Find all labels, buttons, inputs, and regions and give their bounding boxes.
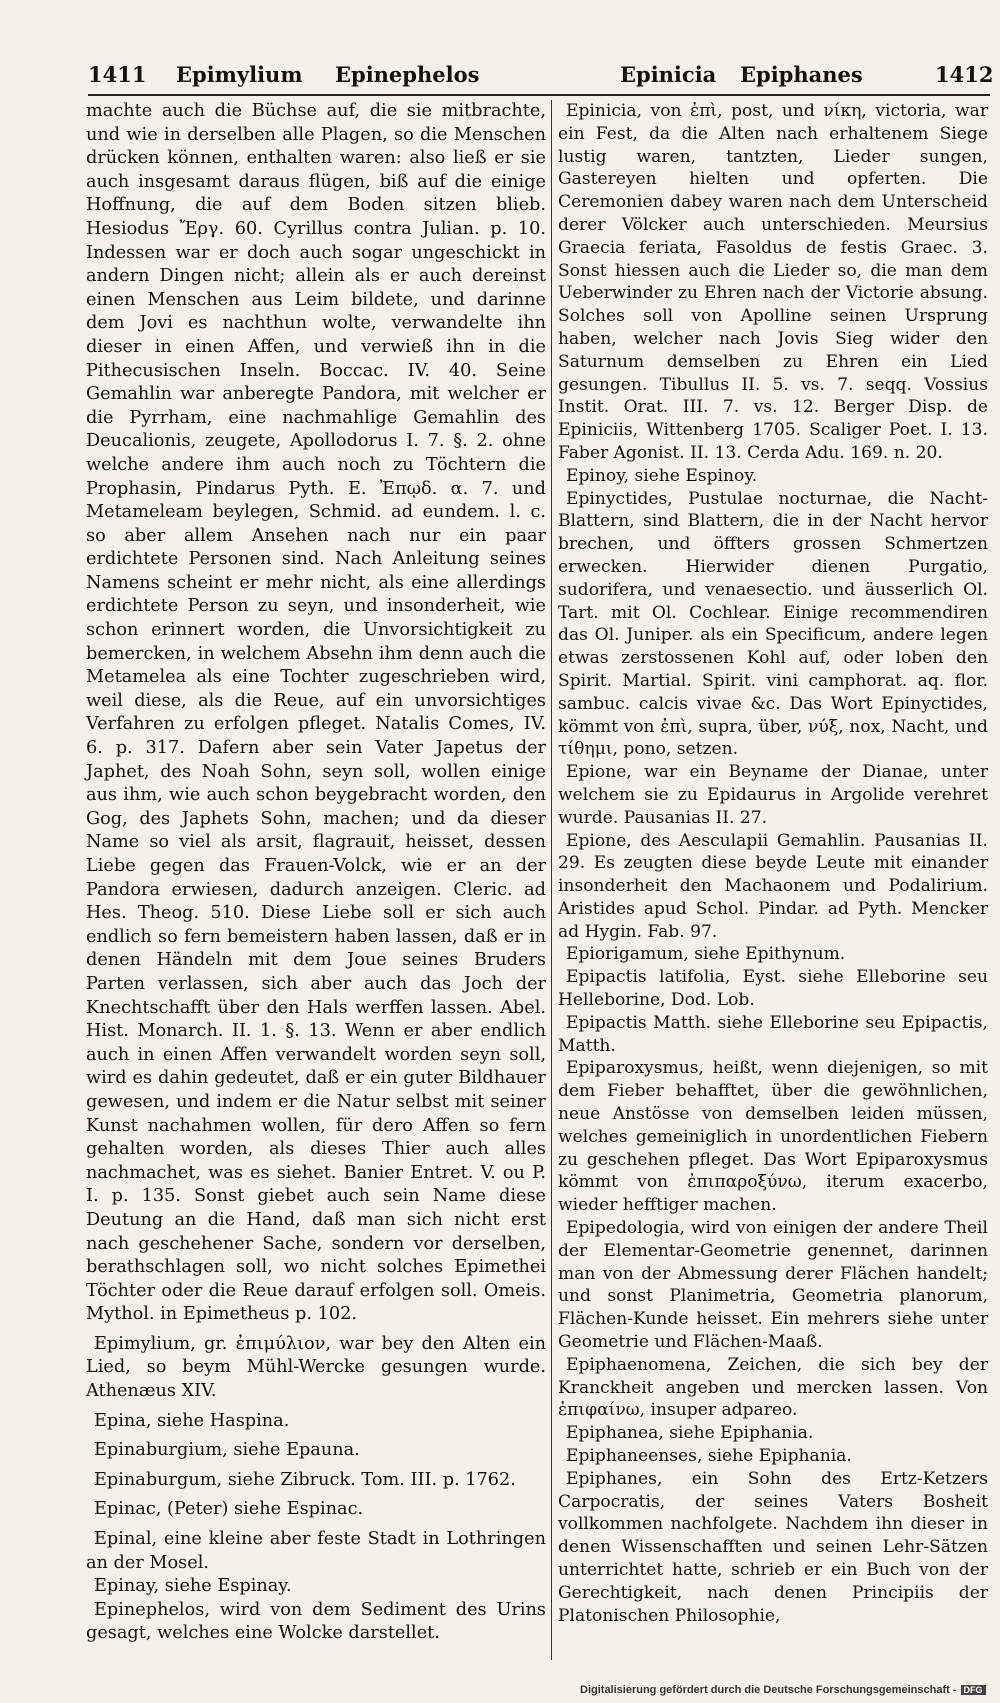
entry-epiphanea: Epiphanea, siehe Epiphania. [566, 1423, 814, 1444]
right-column [558, 100, 988, 1627]
header-rule [88, 94, 990, 96]
entry-epina: Epina, siehe Haspina. [94, 1410, 290, 1431]
entry-epinephelos: Epinephelos, wird von dem Sediment des Urins gesagt, welches eine Wolcke darstellet. [86, 1599, 546, 1644]
entry-epimetheus-continued: machte auch die Büchse auf, die sie mitbrachte, und wie in derselben alle Plagen, so die Menschen drücken können, enthalten waren: also ließ er sie auch insgesamt daraus flügen, biß auf die einige Hoffnung, die auf dem Boden sitzen blieb. Hesiodus Ἔργ. 60. Cyrillus contra Julian. p. 10. Indessen war er doch auch sogar ungeschickt in andern Dingen nicht; allein als er auch dereinst einen Menschen aus Leim bildete, und darinne dem Jovi es nachthun wolte, verwandelte ihn dieser in einen Affen, und verwieß ihn in die Pithecusischen Inseln. Boccac. IV. 40. Seine Gemahlin war anberegte Pandora, mit welcher er die Pyrrham, eine nachmahlige Gemahlin des Deucalionis, zeugete, Apollodorus I. 7. §. 2. ohne welche andere ihm auch noch zu Töchtern die Prophasin, Pindarus Pyth. E. Ἐπῳδ. α. 7. und Metameleam beylegen, Schmid. ad eundem. l. c. so aber allem Ansehen nach nur ein paar erdichtete Personen sind. Nach Anleitung seines Namens scheint er mehr nicht, als eine allerdings erdichtete Person zu seyn, und insonderheit, wie schon erinnert worden, die Unvorsichtigkeit zu bemercken, in welchem Absehn ihm denn auch die Metamelea als eine Tochter zugeschrieben wird, weil diese, als die Reue, auf ein unvorsichtiges Verfahren zu erfolgen pfleget. Natalis Comes, IV. 6. p. 317. Dafern aber sein Vater Japetus der Japhet, des Noah Sohn, seyn soll, wollen einige aus ihm, wie auch schon beygebracht worden, den Gog, des Japhets Sohn, machen; und da dieser Name so viel als arsit, flagrauit, heisset, dessen Liebe gegen das Frauen-Volck, wie er an der Pandora erwiesen, dadurch anzeigen. Cleric. ad Hes. Theog. 510. Diese Liebe soll er sich auch endlich so fern bemeistern haben lassen, daß er in denen Händeln mit dem Joue seines Bruders Parten verlassen, sich aber auch das Joch der Knechtschafft über den Hals werffen lassen. Abel. Hist. Monarch. II. 1. §. 13. Wenn er aber endlich auch in einen Affen verwandelt worden seyn soll, wird es dahin gedeutet, daß er ein guter Bildhauer gewesen, und indem er die Natur selbst mit seiner Kunst nachahmen wollen, für dero Affen so fern gehalten worden, als dieses Thier auch alles nachmachet, was es siehet. Banier Entret. V. ou P. I. p. 135. Sonst giebet auch sein Name diese Deutung an die Hand, daß man sich nicht erst nach geschehener Sache, sondern vor derselben, berathschlagen soll, wo nicht solches Epimethei Töchter oder die Reue darauf erfolgen soll. Omeis. Mythol. in Epimetheus p. 102. [86, 101, 546, 1325]
entry-epipactis-latifolia: Epipactis latifolia, Eyst. siehe Elleborine seu Helleborine, Dod. Lob. [558, 967, 988, 1011]
footer-text: Digitalisierung gefördert durch die Deutsche Forschungsgemeinschaft - [580, 1684, 957, 1696]
entry-epiphaenomena: Epiphaenomena, Zeichen, die sich bey der Kranckheit angeben und mercken lassen. Von ἐπιφαίνω, insuper adpareo. [558, 1354, 988, 1421]
entry-epinay: Epinay, siehe Espinay. [94, 1576, 292, 1597]
entry-epinicia: Epinicia, von ἐπὶ, post, und νίκη, victoria, war ein Fest, da die Alten nach erhaltenem Siege lustig waren, tantzten, Lieder sungen, Gastereyen hielten und opferten. Die Ceremonien dabey waren nach dem Unterscheid derer Völcker auch unterschieden. Meursius Graecia feriata, Fasoldus de festis Graec. 3. Sonst hiessen auch die Lieder so, die man dem Ueberwinder zu Ehren nach der Victorie absung. Solches soll von Apolline seinen Ursprung haben, welcher nach Jovis Sieg wider den Saturnum demselben zu Ehren ein Lied gesungen. Tibullus II. 5. vs. 7. seqq. Vossius Instit. Orat. III. 7. vs. 12. Berger Disp. de Epiniciis, Wittenberg 1705. Scaliger Poet. I. 13. Faber Agonist. II. 13. Cerda Adu. 169. n. 20. [558, 101, 988, 463]
entry-epipactis-matth: Epipactis Matth. siehe Elleborine seu Epipactis, Matth. [558, 1012, 988, 1056]
entry-epiorigamum: Epiorigamum, siehe Epithynum. [566, 944, 846, 965]
entry-epiparoxysmus: Epiparoxysmus, heißt, wenn diejenigen, so mit dem Fieber behafftet, über die gewöhnlichen, neue Anstösse von demselben leiden müssen, welches gemeiniglich in unordentlichen Fiebern zu geschehen pfleget. Das Wort Epiparoxysmus kömmt von ἐπιπαροξύνω, iterum exacerbo, wieder hefftiger machen. [558, 1058, 988, 1216]
column-divider [551, 100, 552, 1660]
page-number-left: 1411 [88, 62, 147, 87]
entry-epinyctides: Epinyctides, Pustulae nocturnae, die Nacht-Blattern, sind Blattern, die in der Nacht hervor brechen, und öffters grossen Schmertzen erwecken. Hierwider dienen Purgatio, sudorifera, und venaesectio. und äusserlich Ol. Tart. mit Ol. Cochlear. Einige recommendiren das Ol. Juniper. als ein Specificum, andere legen etwas zerstossenen Kohl auf, oder loben den Spirit. Martial. Spirit. vini camphorat. aq. flor. sambuc. calcis vivae &c. Das Wort Epinyctides, kömmt von ἐπὶ, supra, über, νύξ, nox, Nacht, und τίθημι, pono, setzen. [558, 488, 988, 760]
entry-epipedologia: Epipedologia, wird von einigen der andere Theil der Elementar-Geometrie genennet, darinnen man von der Abmessung derer Flächen handelt; und sonst Planimetria, Geometria planorum, Flächen-Kunde heisset. Ein mehrers siehe unter Geometrie und Flächen-Maaß. [558, 1218, 988, 1353]
entry-epimylium: Epimylium, gr. ἐπιμύλιον, war bey den Alten ein Lied, so beym Mühl-Wercke gesungen wurde. Athenæus XIV. [86, 1333, 546, 1402]
entry-epione-aesculapii: Epione, des Aesculapii Gemahlin. Pausanias II. 29. Es zeugten diese beyde Leute mit einander insonderheit den Machaonem und Podalirium. Aristides apud Schol. Pindar. ad Pyth. Mencker ad Hygin. Fab. 97. [558, 830, 988, 942]
header-keyword-2: Epinephelos [335, 62, 480, 87]
entry-epinoy: Epinoy, siehe Espinoy. [566, 465, 758, 486]
entry-epinal: Epinal, eine kleine aber feste Stadt in Lothringen an der Mosel. [86, 1529, 546, 1573]
entry-epiphaneenses: Epiphaneenses, siehe Epiphania. [566, 1446, 852, 1467]
header-keyword-4: Epiphanes [740, 62, 863, 87]
entry-epinac: Epinac, (Peter) siehe Espinac. [94, 1499, 364, 1520]
entry-epione-dianae: Epione, war ein Beyname der Dianae, unter welchem sie zu Epidaurus in Argolide verehret wurde. Pausanias II. 27. [558, 762, 988, 828]
left-column [86, 100, 546, 1646]
entry-epinaburgum: Epinaburgum, siehe Zibruck. Tom. III. p. 1762. [94, 1469, 516, 1490]
entry-epiphanes: Epiphanes, ein Sohn des Ertz-Ketzers Carpocratis, der seines Vaters Bosheit vollkommen nachfolgete. Nachdem ihn dieser in denen Wissenschafften und seinen Lehr-Sätzen unterrichtet hatte, schrieb er ein Buch von der Gerechtigkeit, nach denen Principiis der Platonischen Philosophie, [558, 1468, 988, 1626]
header-keyword-1: Epimylium [176, 62, 303, 87]
page-number-right: 1412 [935, 62, 994, 87]
dfg-logo: DFG [961, 1685, 986, 1695]
entry-epinaburgium: Epinaburgium, siehe Epauna. [94, 1440, 360, 1461]
header-keyword-3: Epinicia [620, 62, 717, 87]
digitization-footer [580, 1684, 986, 1696]
